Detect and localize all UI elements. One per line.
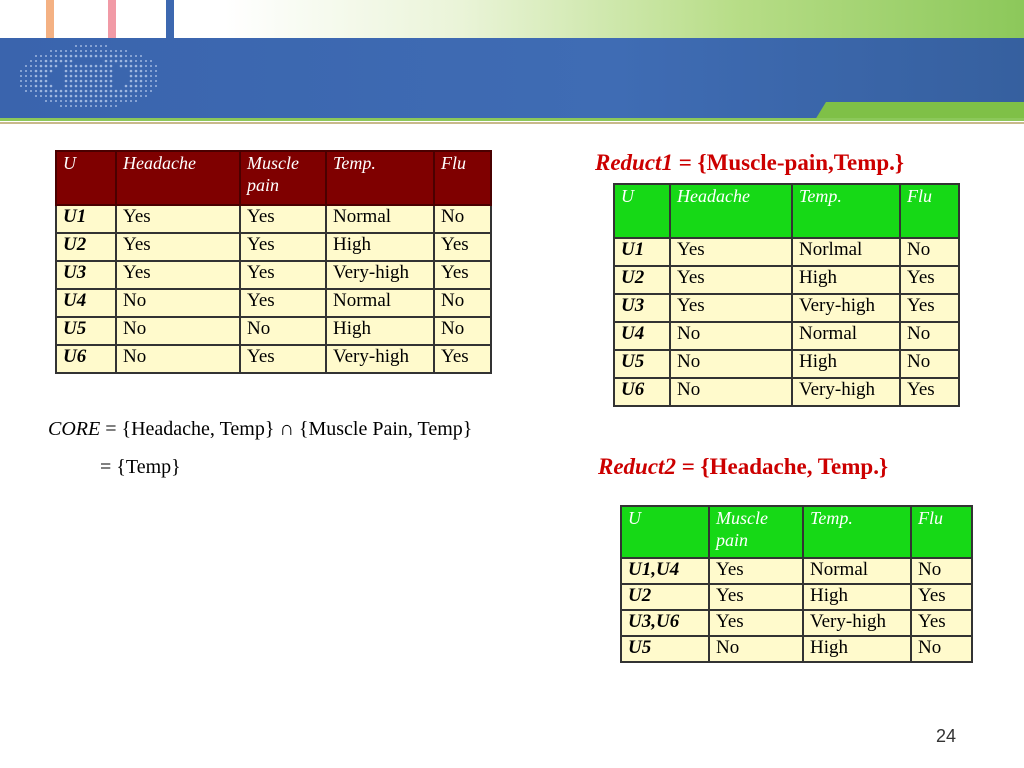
table-row: [614, 266, 959, 294]
table-cell: High: [326, 317, 434, 345]
table-row: [621, 584, 972, 610]
header-tab-pink: [108, 0, 116, 38]
table-row: [621, 636, 972, 662]
table-cell: No: [434, 317, 491, 345]
table-header-row: [621, 506, 972, 558]
table-cell: No: [911, 636, 972, 662]
table-cell: Yes: [116, 261, 240, 289]
reduct2-set: = {Headache, Temp.}: [675, 454, 889, 479]
row-id: U2: [614, 266, 670, 294]
row-id: U5: [56, 317, 116, 345]
col-header-headache: Headache: [116, 151, 240, 205]
table-cell: No: [900, 350, 959, 378]
table-row: [614, 322, 959, 350]
reduct2-table: [620, 505, 973, 663]
header-gradient-strip: [0, 0, 1024, 38]
row-id: U5: [621, 636, 709, 662]
table-cell: Yes: [670, 238, 792, 266]
core-label: CORE: [48, 418, 101, 440]
row-id: U1: [614, 238, 670, 266]
table-cell: No: [900, 238, 959, 266]
original-decision-table: [55, 150, 492, 374]
reduct2-name: Reduct2: [598, 454, 676, 479]
table-cell: No: [434, 289, 491, 317]
table-cell: Yes: [709, 610, 803, 636]
row-id: U3,U6: [621, 610, 709, 636]
table-row: [56, 233, 491, 261]
reduct1-name: Reduct1: [595, 150, 673, 175]
table-cell: Yes: [900, 266, 959, 294]
core-result: = {Temp}: [100, 456, 181, 478]
table-cell: Normal: [792, 322, 900, 350]
table-cell: No: [116, 345, 240, 373]
col-header-temp: Temp.: [326, 151, 434, 205]
table-cell: No: [911, 558, 972, 584]
table-cell: Very-high: [803, 610, 911, 636]
table-cell: Yes: [434, 233, 491, 261]
table-cell: Yes: [240, 261, 326, 289]
row-id: U1: [56, 205, 116, 233]
table-cell: Yes: [900, 294, 959, 322]
table-cell: No: [670, 322, 792, 350]
table-row: [614, 294, 959, 322]
table-row: [56, 205, 491, 233]
table-header-row: [614, 184, 959, 238]
table-row: [56, 317, 491, 345]
col-header-flu: Flu: [900, 184, 959, 238]
row-id: U3: [614, 294, 670, 322]
table-cell: High: [792, 266, 900, 294]
row-id: U2: [621, 584, 709, 610]
table-cell: No: [116, 289, 240, 317]
table-row: [56, 345, 491, 373]
core-line1: = {Headache, Temp} ∩ {Muscle Pain, Temp}: [100, 418, 473, 440]
col-header-u: U: [621, 506, 709, 558]
table-cell: Yes: [240, 345, 326, 373]
col-header-flu: Flu: [434, 151, 491, 205]
table-cell: High: [326, 233, 434, 261]
table-cell: Normal: [326, 205, 434, 233]
row-id: U1,U4: [621, 558, 709, 584]
table-row: [56, 261, 491, 289]
page-number: 24: [935, 726, 956, 746]
row-id: U6: [56, 345, 116, 373]
row-id: U3: [56, 261, 116, 289]
col-header-temp: Temp.: [792, 184, 900, 238]
table-cell: Very-high: [326, 345, 434, 373]
table-cell: Yes: [240, 205, 326, 233]
table-row: [614, 378, 959, 406]
table-row: [614, 350, 959, 378]
row-id: U6: [614, 378, 670, 406]
table-cell: Very-high: [792, 378, 900, 406]
table-cell: No: [900, 322, 959, 350]
banner-underline-secondary: [0, 122, 1024, 124]
table-cell: High: [803, 636, 911, 662]
table-cell: Normal: [326, 289, 434, 317]
table-cell: Norlmal: [792, 238, 900, 266]
table-cell: Yes: [670, 266, 792, 294]
table-cell: No: [434, 205, 491, 233]
table-cell: Yes: [670, 294, 792, 322]
reduct2-heading: [598, 454, 888, 480]
table-cell: Yes: [911, 610, 972, 636]
table-cell: Yes: [434, 261, 491, 289]
table-cell: Yes: [434, 345, 491, 373]
table-header-row: [56, 151, 491, 205]
header-tab-orange: [46, 0, 54, 38]
col-header-temp: Temp.: [803, 506, 911, 558]
col-header-muscle-pain: Muscle pain: [709, 506, 803, 558]
table-row: [621, 558, 972, 584]
table-cell: Yes: [900, 378, 959, 406]
table-row: [621, 610, 972, 636]
col-header-u: U: [614, 184, 670, 238]
table-row: [614, 238, 959, 266]
reduct1-table: [613, 183, 960, 407]
table-cell: High: [792, 350, 900, 378]
table-cell: Very-high: [792, 294, 900, 322]
table-cell: No: [670, 378, 792, 406]
table-cell: Very-high: [326, 261, 434, 289]
header-tab-blue: [166, 0, 174, 38]
row-id: U4: [614, 322, 670, 350]
table-row: [56, 289, 491, 317]
reduct1-heading: [595, 150, 904, 176]
table-cell: No: [709, 636, 803, 662]
col-header-u: U: [56, 151, 116, 205]
table-cell: Yes: [116, 233, 240, 261]
table-cell: High: [803, 584, 911, 610]
table-cell: Yes: [240, 289, 326, 317]
table-cell: Yes: [911, 584, 972, 610]
table-cell: Yes: [709, 558, 803, 584]
table-cell: Yes: [116, 205, 240, 233]
row-id: U4: [56, 289, 116, 317]
dotted-circle-logo-icon: [14, 44, 164, 110]
table-cell: Yes: [240, 233, 326, 261]
col-header-flu: Flu: [911, 506, 972, 558]
table-cell: No: [116, 317, 240, 345]
table-cell: Normal: [803, 558, 911, 584]
table-cell: Yes: [709, 584, 803, 610]
table-cell: No: [670, 350, 792, 378]
banner-underline: [0, 118, 1024, 121]
col-header-headache: Headache: [670, 184, 792, 238]
table-cell: No: [240, 317, 326, 345]
col-header-muscle-pain: Muscle pain: [240, 151, 326, 205]
core-statement: [48, 418, 472, 441]
row-id: U5: [614, 350, 670, 378]
row-id: U2: [56, 233, 116, 261]
reduct1-set: = {Muscle-pain,Temp.}: [672, 150, 904, 175]
